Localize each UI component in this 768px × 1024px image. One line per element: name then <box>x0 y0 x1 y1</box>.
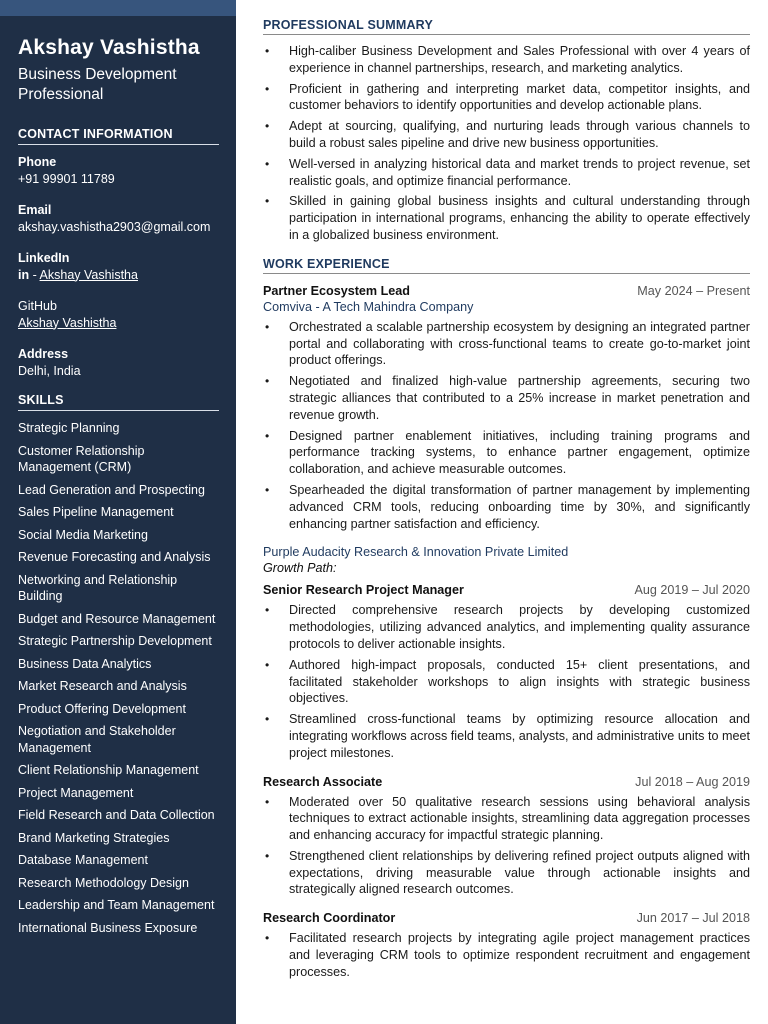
github-label: GitHub <box>18 299 57 313</box>
company-block <box>263 544 750 576</box>
skill-item: Client Relationship Management <box>18 763 199 777</box>
candidate-title: Business Development Professional <box>18 66 177 103</box>
list-item: • Negotiated and finalized high-value partnership agreements, securing two strategic alliances that contributed to a 25% increase in market penetration and revenue growth. <box>263 373 750 423</box>
job-header <box>263 910 750 926</box>
skill-item: Strategic Partnership Development <box>18 634 212 648</box>
sidebar-top-band <box>0 0 236 16</box>
job-bullets <box>263 794 750 899</box>
list-item: • Streamlined cross-functional teams by optimizing resource allocation and integrating workflows across field teams, analysts, and administrative units to meet project milestones. <box>263 711 750 761</box>
job-header <box>263 582 750 598</box>
job-entry <box>263 582 750 761</box>
skills-list <box>18 420 219 936</box>
contact-address <box>18 346 219 379</box>
linkedin-link[interactable]: Akshay Vashistha <box>39 267 138 282</box>
linkedin-icon: in <box>18 267 30 282</box>
list-item: • Authored high-impact proposals, conducted 15+ client presentations, and facilitated stakeholder workshops to align insights with strategic business objectives. <box>263 657 750 707</box>
company-name: Purple Audacity Research & Innovation Private Limited <box>263 545 569 560</box>
skill-item: Brand Marketing Strategies <box>18 830 170 845</box>
contact-email <box>18 202 219 235</box>
skill-item: Strategic Planning <box>18 421 120 435</box>
list-item: • Facilitated research projects by integrating agile project management practices and leveraging CRM tools to optimize respondent recruitment and engagement processes. <box>263 930 750 980</box>
job-header <box>263 774 750 790</box>
skill-item: Field Research and Data Collection <box>18 808 215 822</box>
summary-section <box>263 18 750 244</box>
contact-heading: CONTACT INFORMATION <box>18 127 219 145</box>
github-value <box>18 315 219 332</box>
list-item: • Strengthened client relationships by delivering refined project outputs aligned with expectations, driving measurable value through actionable insights and strategically aligned research outcomes. <box>263 848 750 898</box>
list-item: • Adept at sourcing, qualifying, and nurturing leads through various channels to build a robust sales pipeline and drive new business opportunities. <box>263 118 750 152</box>
job-entry <box>263 774 750 899</box>
sidebar <box>0 0 236 1024</box>
email-label: Email <box>18 203 52 217</box>
skill-item: Research Methodology Design <box>18 875 189 890</box>
company-name: Comviva - A Tech Mahindra Company <box>263 299 474 314</box>
skill-item: Market Research and Analysis <box>18 679 187 693</box>
skill-item: Customer Relationship Management (CRM) <box>18 443 145 474</box>
skill-item: Lead Generation and Prospecting <box>18 482 205 497</box>
job-dates: Jun 2017 – Jul 2018 <box>636 911 750 926</box>
list-item: • Orchestrated a scalable partnership ecosystem by designing an integrated partner portal and collaborating with cross-functional teams to create go-to-market joint product offerings. <box>263 319 750 369</box>
job-title: Research Associate <box>263 774 383 789</box>
linkedin-separator: - <box>29 267 40 282</box>
job-bullets <box>263 602 750 761</box>
skill-item: Sales Pipeline Management <box>18 505 174 519</box>
list-item: • Directed comprehensive research projects by developing customized methodologies, utilizing advanced analytics, and implementing quality assurance protocols to deliver actionable insights. <box>263 602 750 652</box>
job-dates: Aug 2019 – Jul 2020 <box>634 583 750 598</box>
skill-item: Budget and Resource Management <box>18 611 216 626</box>
skill-item: International Business Exposure <box>18 920 198 935</box>
main-content <box>263 0 750 985</box>
list-item: • Moderated over 50 qualitative research sessions using behavioral analysis techniques to extract actionable insights, streamlining data aggregation processes and enhancing accuracy for impactful strategic planning. <box>263 794 750 844</box>
summary-list <box>263 43 750 244</box>
job-bullets <box>263 319 750 533</box>
address-label: Address <box>18 347 69 361</box>
skill-item: Project Management <box>18 785 134 800</box>
list-item: • Designed partner enablement initiatives, including training programs and performance tracking systems, to enhance partner engagement, optimize collaboration, and achieve measurable outcomes. <box>263 428 750 478</box>
skills-heading: SKILLS <box>18 393 219 411</box>
skill-item: Product Offering Development <box>18 701 186 716</box>
job-title: Partner Ecosystem Lead <box>263 283 410 298</box>
skill-item: Negotiation and Stakeholder Management <box>18 724 176 755</box>
job-bullets <box>263 930 750 980</box>
skill-item: Leadership and Team Management <box>18 898 215 912</box>
job-title: Senior Research Project Manager <box>263 583 464 598</box>
phone-label: Phone <box>18 155 57 169</box>
contact-phone <box>18 154 219 187</box>
contact-github <box>18 298 219 331</box>
job-title: Research Coordinator <box>263 911 396 926</box>
list-item: • Proficient in gathering and interpreting market data, competitor insights, and customer behaviors to identify opportunities and develop actionable plans. <box>263 81 750 115</box>
linkedin-label: LinkedIn <box>18 251 70 265</box>
email-value: akshay.vashistha2903@gmail.com <box>18 219 211 234</box>
summary-heading: PROFESSIONAL SUMMARY <box>263 18 750 35</box>
contact-linkedin <box>18 250 219 283</box>
experience-section <box>263 257 750 981</box>
skill-item: Networking and Relationship Building <box>18 572 178 603</box>
skill-item: Revenue Forecasting and Analysis <box>18 550 211 564</box>
skill-item: Database Management <box>18 853 148 867</box>
linkedin-value <box>18 267 219 284</box>
skill-item: Social Media Marketing <box>18 527 148 542</box>
github-link[interactable]: Akshay Vashistha <box>18 315 117 330</box>
address-value: Delhi, India <box>18 363 81 378</box>
candidate-name: Akshay Vashistha <box>18 36 200 59</box>
job-entry <box>263 910 750 980</box>
growth-path-label: Growth Path: <box>263 561 337 576</box>
job-dates: Jul 2018 – Aug 2019 <box>635 774 750 789</box>
job-entry <box>263 283 750 533</box>
job-dates: May 2024 – Present <box>637 283 750 298</box>
skill-item: Business Data Analytics <box>18 656 152 671</box>
list-item: • Spearheaded the digital transformation of partner management by implementing advanced CRM tools, reducing onboarding time by 30%, and significantly enhancing partner satisfaction and efficiency. <box>263 482 750 532</box>
job-header <box>263 283 750 299</box>
experience-heading: WORK EXPERIENCE <box>263 257 750 274</box>
list-item: • Skilled in gaining global business insights and cultural understanding through participation in international programs, enhancing the ability to operate effectively in a globalized business environment. <box>263 193 750 243</box>
phone-value: +91 99901 11789 <box>18 171 115 186</box>
list-item: • Well-versed in analyzing historical data and market trends to project revenue, set realistic goals, and optimize financial performance. <box>263 156 750 190</box>
list-item: • High-caliber Business Development and Sales Professional with over 4 years of experience in channel partnerships, research, and marketing analytics. <box>263 43 750 77</box>
